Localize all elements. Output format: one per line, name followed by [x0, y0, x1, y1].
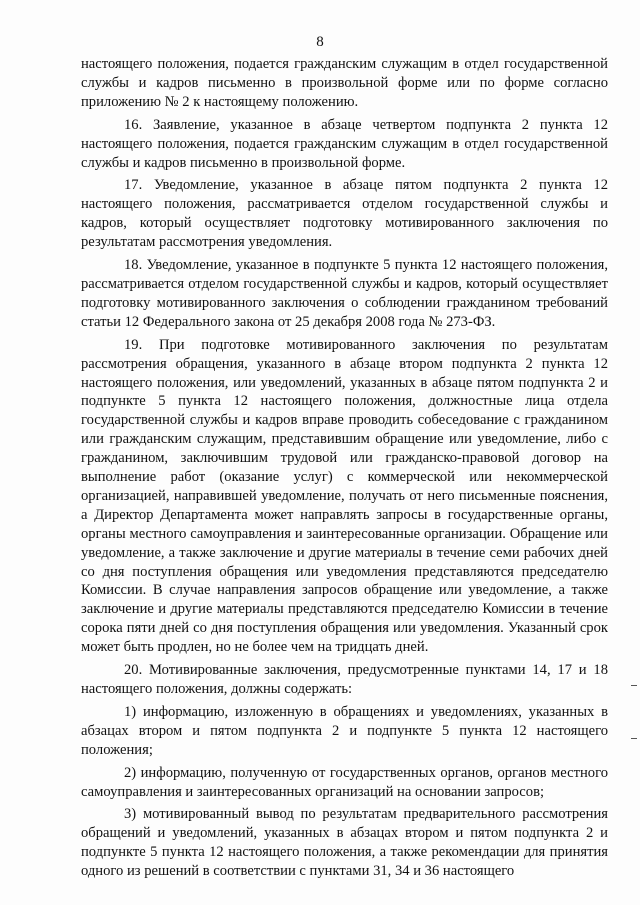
list-item-2: 2) информацию, полученную от государственных органов, органов местного самоуправления и заинтересованных организаций на основании запросов; — [81, 764, 608, 800]
page-number: 8 — [316, 34, 324, 50]
document-body — [81, 55, 608, 885]
list-item-3: 3) мотивированный вывод по результатам предварительного рассмотрения обращений и уведомлений, указанных в абзацах втором и пятом подпункта 2 и подпункте 5 пункта 12 настоящего положения, а также рекомендации для принятия одного из решений в соответствии с пунктами 31, 34 и 36 настоящего — [81, 806, 608, 880]
paragraph-15-continuation: настоящего положения, подается гражданским служащим в отдел государственной службы и кадров письменно в произвольной форме или по форме согласно приложению № 2 к настоящему положению. — [81, 56, 608, 110]
paragraph-16: 16. Заявление, указанное в абзаце четвертом подпункта 2 пункта 12 настоящего положения, подается гражданским служащим в отдел государственной службы и кадров письменно в произвольной форме. — [81, 116, 608, 171]
paragraph-17: 17. Уведомление, указанное в абзаце пятом подпункта 2 пункта 12 настоящего положения, рассматривается отделом государственной службы и кадров, который осуществляет подготовку мотивированного заключения по результатам рассмотрения уведомления. — [81, 177, 608, 251]
list-item-1: 1) информацию, изложенную в обращениях и уведомлениях, указанных в абзацах втором и пятом подпункта 2 и подпункте 5 пункта 12 настоящего положения; — [81, 703, 608, 758]
paragraph-19: 19. При подготовке мотивированного заключения по результатам рассмотрения обращения, указанного в абзаце втором подпункта 2 пункта 12 настоящего положения, или уведомлений, указанных в абзаце пятом подпункта 2 и подпункте 5 пункта 12 настоящего положения, должностные лица отдела государственной службы и кадров вправе проводить собеседование с гражданином или гражданским служащим, представившим обращение или уведомление, либо с гражданином, заключившим трудовой или гражданско-правовой договор на выполнение работ (оказание услуг) с коммерческой или некоммерческой организацией, направившей уведомление, получать от него письменные пояснения, а Директор Департамента может направлять запросы в государственные органы, органы местного самоуправления и заинтересованные организации. Обращение или уведомление, а также заключение и другие материалы в течение семи рабочих дней со дня поступления обращения или уведомления представляются председателю Комиссии. В случае направления запросов обращение или уведомление, а также заключение и другие материалы представляются председателю Комиссии в течение сорока пяти дней со дня поступления обращения или уведомления. Указанный срок может быть продлен, но не более чем на тридцать дней. — [81, 336, 608, 656]
margin-mark — [631, 685, 637, 686]
margin-mark — [631, 738, 637, 739]
paragraph-18: 18. Уведомление, указанное в подпункте 5 пункта 12 настоящего положения, рассматривается отделом государственной службы и кадров, который осуществляет подготовку мотивированного заключения о соблюдении гражданином требований статьи 12 Федерального закона от 25 декабря 2008 года № 273-ФЗ. — [81, 257, 608, 330]
paragraph-20: 20. Мотивированные заключения, предусмотренные пунктами 14, 17 и 18 настоящего положения, должны содержать: — [81, 662, 608, 697]
